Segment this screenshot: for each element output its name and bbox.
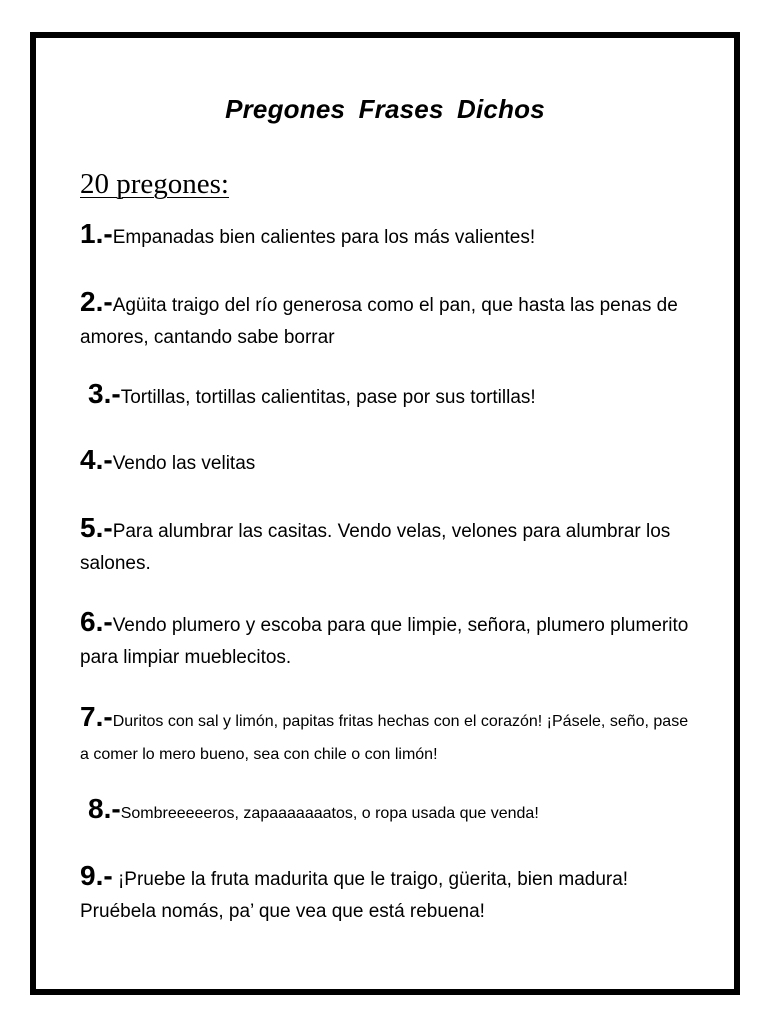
item-text: Vendo las velitas — [112, 453, 256, 474]
item-number: 4.- — [80, 444, 113, 475]
item-number: 8.- — [88, 793, 121, 824]
item-number: 5.- — [80, 512, 113, 543]
item-text: Agüita traigo del río generosa como el pan, que hasta las penas de amores, cantando sabe borrar — [80, 295, 678, 348]
item-number: 9.- — [80, 860, 113, 891]
list-item-8 — [88, 792, 708, 830]
item-number: 6.- — [80, 606, 113, 637]
list-item-3 — [88, 378, 708, 414]
list-item-1 — [80, 218, 700, 254]
list-item-2 — [80, 286, 700, 354]
list-item-6 — [80, 606, 700, 674]
item-text: Duritos con sal y limón, papitas fritas hechas con el corazón! ¡Pásele, seño, pase a comer lo mero bueno, sea con chile o con limón! — [80, 713, 689, 763]
item-text: Vendo plumero y escoba para que limpie, señora, plumero plumerito para limpiar mueblecitos. — [80, 615, 689, 668]
list-item-7 — [80, 700, 700, 771]
item-text: ¡Pruebe la fruta madurita que le traigo, güerita, bien madura! Pruébela nomás, pa’ que vea que está rebuena! — [80, 869, 629, 922]
item-text: Empanadas bien calientes para los más valientes! — [112, 227, 536, 248]
list-item-9 — [80, 860, 700, 928]
item-number: 7.- — [80, 701, 113, 732]
section-heading: 20 pregones: — [80, 168, 229, 200]
item-text: Tortillas, tortillas calientitas, pase por sus tortillas! — [120, 387, 536, 408]
item-text: Sombreeeeeros, zapaaaaaaatos, o ropa usada que venda! — [120, 805, 539, 822]
item-text: Para alumbrar las casitas. Vendo velas, velones para alumbrar los salones. — [80, 521, 671, 574]
item-number: 3.- — [88, 378, 121, 409]
item-number: 2.- — [80, 286, 113, 317]
document-page — [30, 32, 740, 995]
item-number: 1.- — [80, 218, 113, 249]
list-item-5 — [80, 512, 700, 580]
list-item-4 — [80, 444, 700, 480]
document-title: Pregones Frases Dichos — [225, 94, 545, 124]
